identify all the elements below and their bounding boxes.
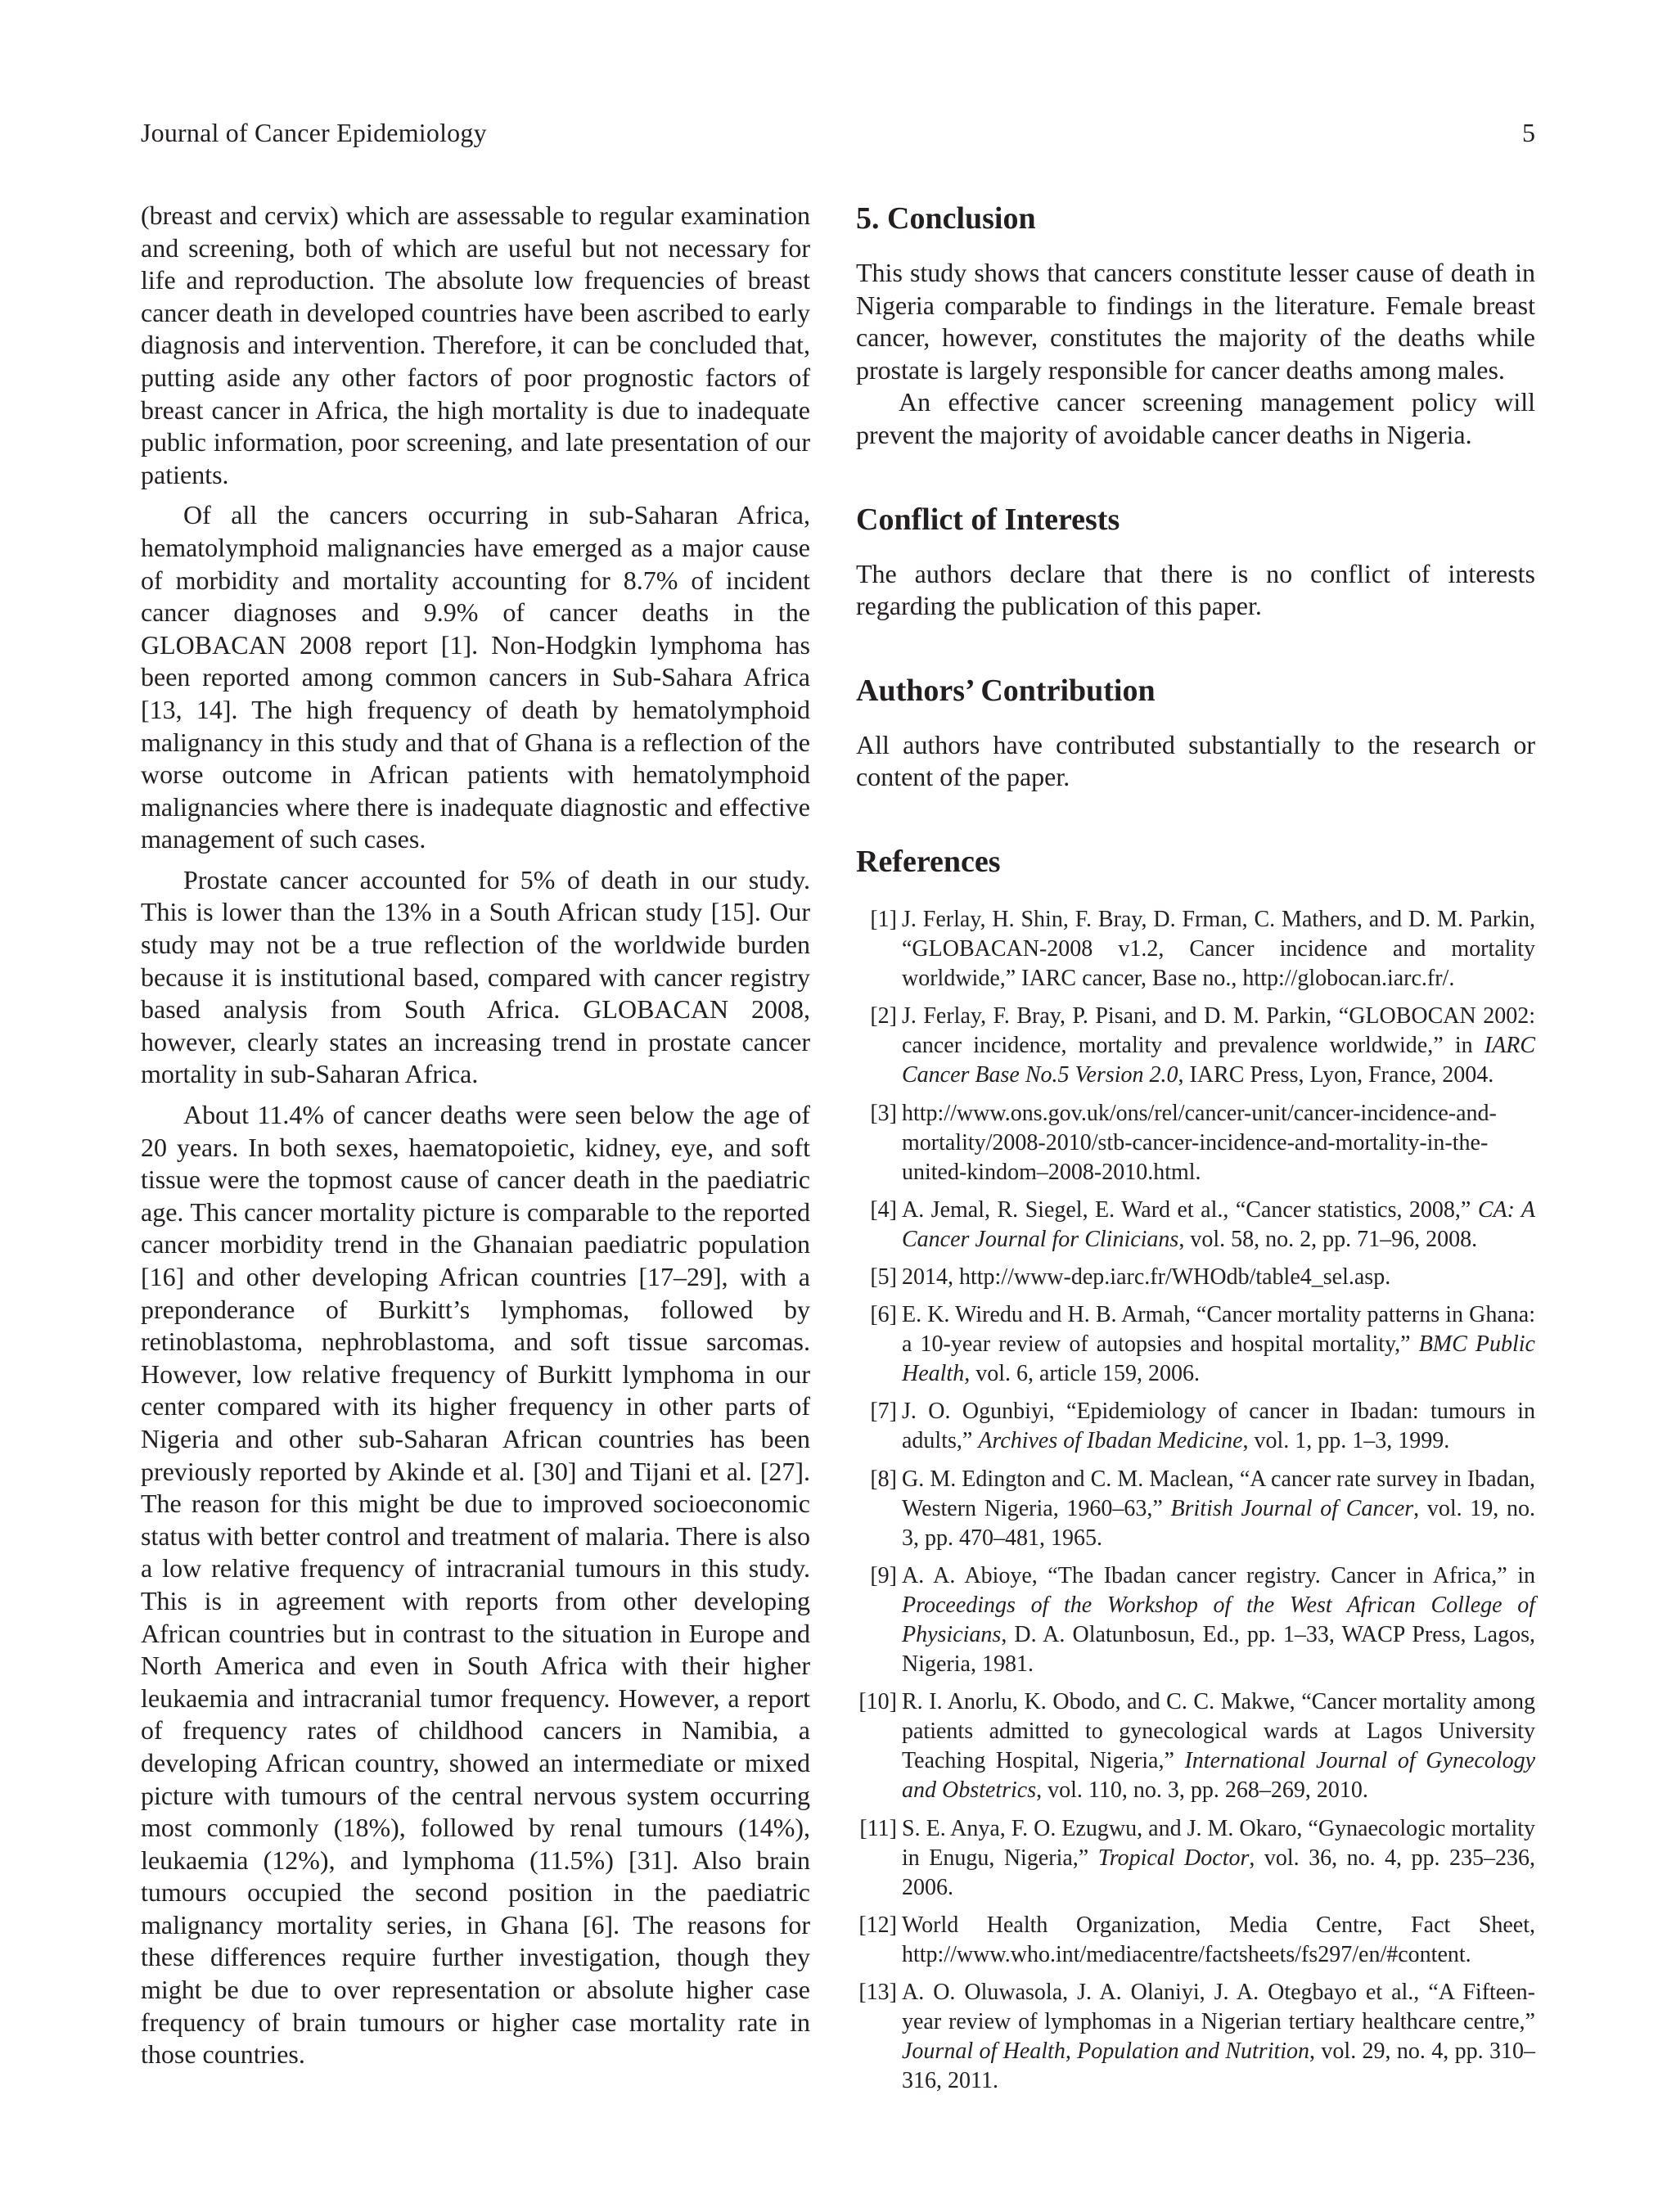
reference-item [856, 1911, 1535, 1970]
reference-number: [4] [870, 1196, 897, 1223]
journal-name: Journal of Cancer Epidemiology [141, 118, 487, 147]
reference-item [856, 1814, 1535, 1903]
reference-item [856, 1561, 1535, 1679]
reference-source-title: Journal of Health, Population and Nutrition [902, 2039, 1310, 2065]
body-paragraph: (breast and cervix) which are assessable to regular examination and screening, both of which are useful but not necessary for life and reproduction. The absolute low frequencies of breast cancer death in developed countries have been ascribed to early diagnosis and intervention. Therefore, it can be concluded that, putting aside any other factors of poor prognostic factors of breast cancer in Africa, the high mortality is due to inadequate public information, poor screening, and late presentation of our patients. [141, 200, 810, 489]
references-section [856, 843, 1535, 2096]
reference-number: [10] [858, 1689, 897, 1715]
reference-number: [9] [870, 1562, 897, 1588]
reference-text: J. Ferlay, F. Bray, P. Pisani, and D. M. Parkin, “GLOBOCAN 2002: cancer incidence, mortality and prevalence worldwide,” in IARC Cancer Base No.5 Version 2.0, IARC Press, Lyon, France, 2004. [902, 1003, 1535, 1088]
body-paragraph: Prostate cancer accounted for 5% of death in our study. This is lower than the 13% in a South African study [15]. Our study may not be a true reflection of the worldwide burden because it is institutional based, compared with cancer registry based analysis from South Africa. GLOBACAN 2008, however, clearly states an increasing trend in prostate cancer mortality in sub-Saharan Africa. [141, 864, 810, 1089]
reference-item [856, 1687, 1535, 1805]
reference-number: [3] [870, 1100, 897, 1126]
reference-source-title: CA: A Cancer Journal for Clinicians [902, 1196, 1535, 1252]
reference-source-title: Tropical Doctor [1097, 1845, 1250, 1871]
body-paragraph: About 11.4% of cancer deaths were seen below the age of 20 years. In both sexes, haematopoietic, kidney, eye, and soft tissue were the topmost cause of cancer death in the paediatric age. This cancer mortality picture is comparable to the reported cancer morbidity trend in the Ghanaian paediatric population [16] and other developing African countries [17–29], with a preponderance of Burkitt’s lymphomas, followed by retinoblastoma, nephroblastoma, and soft tissue sarcomas. However, low relative frequency of Burkitt lymphoma in our center compared with its higher frequency in other parts of Nigeria and other sub-Saharan African countries has been previously reported by Akinde et al. [30] and Tijani et al. [27]. The reason for this might be due to improved socioeconomic status with better control and treatment of malaria. There is also a low relative frequency of intracranial tumours in this study. This is in agreement with reports from other developing African countries but in contrast to the situation in Europe and North America and even in South Africa with their higher leukaemia and intracranial tumor frequency. However, a report of frequency rates of childhood cancers in Namibia, a developing African country, showed an intermediate or mixed picture with tumours of the central nervous system occurring most commonly (18%), followed by renal tumours (14%), leukaemia (12%), and lymphoma (11.5%) [31]. Also brain tumours occupied the second position in the paediatric malignancy mortality series, in Ghana [6]. The reasons for these differences require further investigation, though they might be due to over representation or absolute higher case frequency of brain tumours or higher case mortality rate in those countries. [141, 1100, 810, 2070]
reference-number: [6] [870, 1302, 897, 1328]
reference-number: [12] [858, 1912, 897, 1938]
references-heading: References [856, 844, 1001, 879]
reference-text: World Health Organization, Media Centre, Fact Sheet, http://www.who.int/mediacentre/factsheets/fs297/en/#content. [902, 1912, 1535, 1967]
left-column [141, 200, 810, 2071]
reference-number: [7] [870, 1399, 897, 1425]
reference-item [856, 1978, 1535, 2096]
reference-text: G. M. Edington and C. M. Maclean, “A cancer rate survey in Ibadan, Western Nigeria, 1960–63,” British Journal of Cancer, vol. 19, no. 3, pp. 470–481, 1965. [902, 1466, 1535, 1551]
reference-text: J. O. Ogunbiyi, “Epidemiology of cancer in Ibadan: tumours in adults,” Archives of Ibadan Medicine, vol. 1, pp. 1–3, 1999. [902, 1399, 1535, 1454]
reference-item [856, 1465, 1535, 1553]
reference-source-title: International Journal of Gynecology and Obstetrics [902, 1748, 1535, 1804]
conclusion-paragraph: This study shows that cancers constitute lesser cause of death in Nigeria comparable to findings in the literature. Female breast cancer, however, constitutes the majority of the deaths while prostate is largely responsible for cancer deaths among males. [856, 258, 1535, 385]
reference-item [856, 1263, 1535, 1292]
reference-item [856, 905, 1535, 993]
reference-number: [13] [858, 1980, 897, 2006]
reference-item [856, 1196, 1535, 1255]
contribution-heading: Authors’ Contribution [856, 673, 1156, 708]
reference-number: [5] [870, 1264, 897, 1290]
reference-text: A. O. Oluwasola, J. A. Olaniyi, J. A. Otegbayo et al., “A Fifteen-year review of lymphomas in a Nigerian tertiary healthcare centre,” Journal of Health, Population and Nutrition, vol. 29, no. 4, pp. 310–316, 2011. [902, 1980, 1535, 2094]
reference-number: [8] [870, 1466, 897, 1492]
reference-source-title: IARC Cancer Base No.5 Version 2.0 [902, 1033, 1535, 1088]
conflict-text: The authors declare that there is no conflict of interests regarding the publication of this paper. [856, 558, 1535, 621]
reference-text: E. K. Wiredu and H. B. Armah, “Cancer mortality patterns in Ghana: a 10-year review of autopsies and hospital mortality,” BMC Public Health, vol. 6, article 159, 2006. [902, 1302, 1535, 1387]
reference-text: 2014, http://www-dep.iarc.fr/WHOdb/table4_sel.asp. [902, 1264, 1391, 1290]
conclusion-heading: 5. Conclusion [856, 201, 1036, 236]
contribution-section [856, 672, 1535, 794]
reference-list [856, 905, 1535, 2096]
page-number: 5 [1522, 118, 1535, 147]
reference-source-title: Archives of Ibadan Medicine [978, 1428, 1243, 1454]
reference-source-title: BMC Public Health [902, 1331, 1535, 1387]
reference-text: A. Jemal, R. Siegel, E. Ward et al., “Cancer statistics, 2008,” CA: A Cancer Journal for Clinicians, vol. 58, no. 2, pp. 71–96, 2008. [902, 1196, 1535, 1252]
reference-item [856, 1397, 1535, 1456]
conflict-section [856, 501, 1535, 623]
reference-number: [1] [870, 906, 897, 932]
reference-item [856, 1099, 1535, 1187]
reference-number: [2] [870, 1003, 897, 1029]
reference-text: R. I. Anorlu, K. Obodo, and C. C. Makwe, “Cancer mortality among patients admitted to gynecological wards at Lagos University Teaching Hospital, Nigeria,” International Journal of Gynecology and Obstetrics, vol. 110, no. 3, pp. 268–269, 2010. [902, 1689, 1535, 1804]
contribution-text: All authors have contributed substantially to the research or content of the paper. [856, 729, 1535, 792]
right-column [856, 200, 1535, 2104]
reference-text: A. A. Abioye, “The Ibadan cancer registry. Cancer in Africa,” in Proceedings of the Workshop of the West African College of Physicians, D. A. Olatunbosun, Ed., pp. 1–33, WACP Press, Lagos, Nigeria, 1981. [902, 1562, 1535, 1678]
reference-item [856, 1300, 1535, 1389]
conclusion-paragraph: An effective cancer screening management policy will prevent the majority of avoidable cancer deaths in Nigeria. [856, 387, 1535, 449]
reference-source-title: Proceedings of the Workshop of the West African College of Physicians [902, 1592, 1535, 1647]
reference-item [856, 1002, 1535, 1090]
conflict-heading: Conflict of Interests [856, 502, 1120, 537]
page-header [141, 118, 1535, 154]
reference-text: S. E. Anya, F. O. Ezugwu, and J. M. Okaro, “Gynaecologic mortality in Enugu, Nigeria,” Tropical Doctor, vol. 36, no. 4, pp. 235–236, 2006. [902, 1815, 1535, 1900]
conclusion-section [856, 200, 1535, 452]
reference-source-title: British Journal of Cancer [1170, 1495, 1414, 1521]
reference-number: [11] [859, 1815, 897, 1841]
reference-text: http://www.ons.gov.uk/ons/rel/cancer-unit/cancer-incidence-and-mortality/2008-2010/stb-cancer-incidence-and-mortality-in-the-united-kindom–2008-2010.html. [902, 1100, 1497, 1185]
body-paragraph: Of all the cancers occurring in sub-Saharan Africa, hematolymphoid malignancies have emerged as a major cause of morbidity and mortality accounting for 8.7% of incident cancer diagnoses and 9.9% of cancer deaths in the GLOBACAN 2008 report [1]. Non-Hodgkin lymphoma has been reported among common cancers in Sub-Sahara Africa [13, 14]. The high frequency of death by hematolymphoid malignancy in this study and that of Ghana is a reflection of the worse outcome in African patients with hematolymphoid malignancies where there is inadequate diagnostic and effective management of such cases. [141, 500, 810, 854]
reference-text: J. Ferlay, H. Shin, F. Bray, D. Frman, C. Mathers, and D. M. Parkin, “GLOBACAN-2008 v1.2, Cancer incidence and mortality worldwide,” IARC cancer, Base no., http://globocan.iarc.fr/. [902, 906, 1535, 992]
